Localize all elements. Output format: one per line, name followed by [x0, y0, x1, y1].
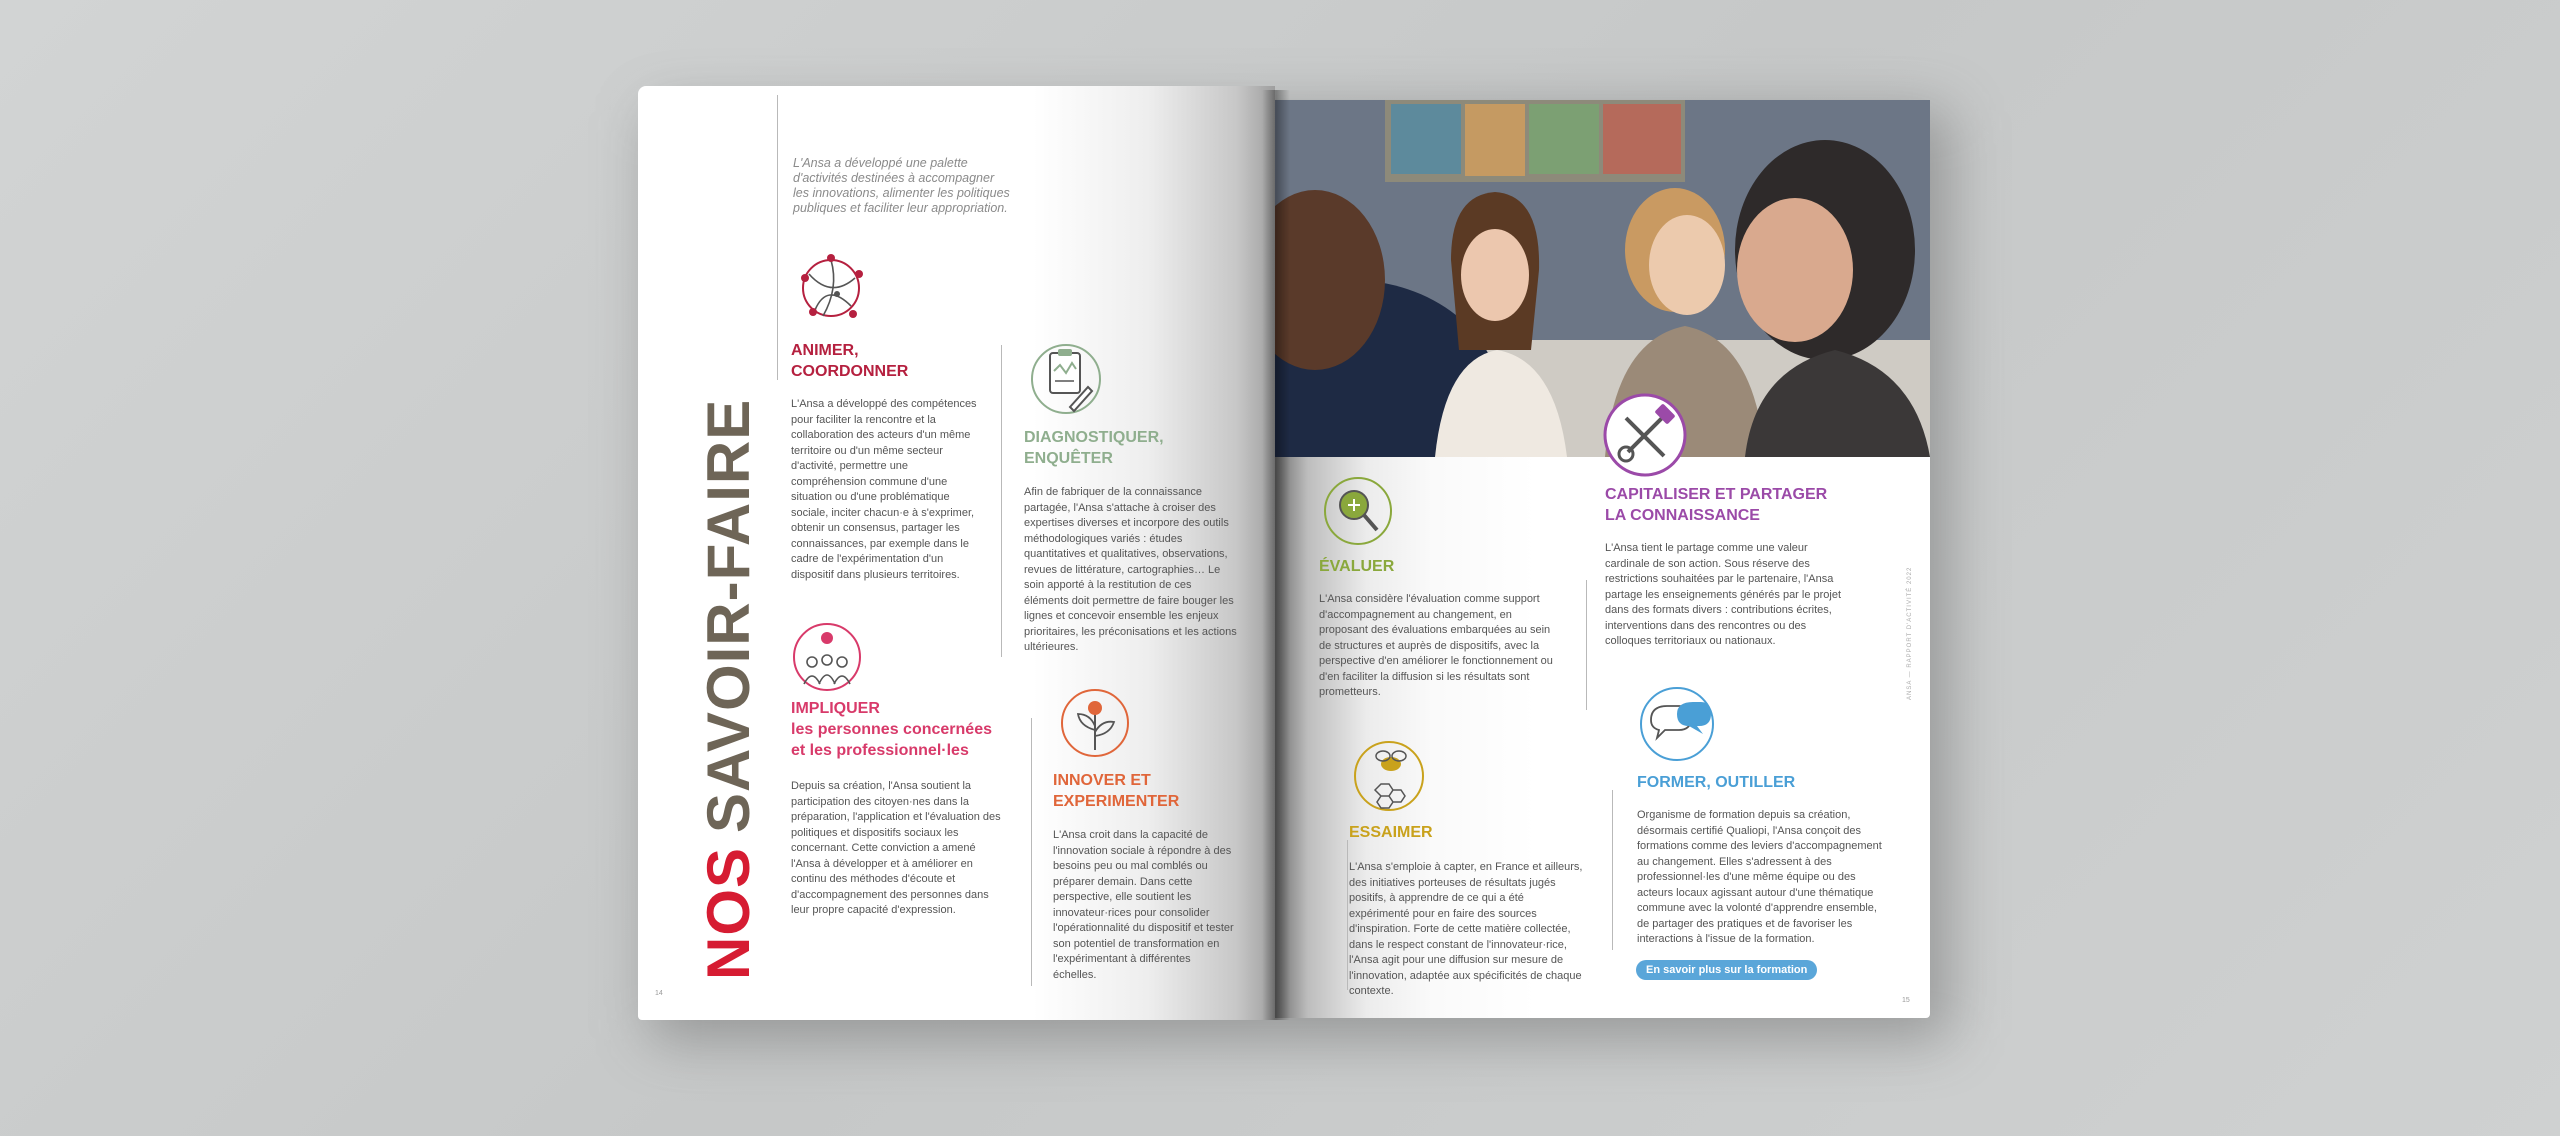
clipboard-icon	[1026, 335, 1106, 421]
animer-body: L'Ansa a développé des compétences pour faciliter la rencontre et la collaboration des acteurs d'un même territoire ou d'un même secteur d'activité, permettre une compréhension commune d'une situation ou d'une problématique sociale, inciter chacun·e à s'exprimer, obtenir un consensus, partager les connaissances, par exemple dans le cadre de l'expérimentation d'un dispositif dans plusieurs territoires.	[791, 398, 977, 581]
capitaliser-heading-line1: CAPITALISER ET PARTAGER	[1605, 486, 1828, 503]
diagnostiquer-heading-line2: ENQUÊTER	[1024, 450, 1113, 467]
title-savoir-faire: SAVOIR-FAIRE	[695, 398, 762, 833]
evaluer-heading: ÉVALUER	[1319, 558, 1395, 575]
innover-heading-line2: EXPERIMENTER	[1053, 793, 1180, 810]
essaimer-body: L'Ansa s'emploie à capter, en France et ailleurs, des initiatives porteuses de résultats jugés positifs, à apprendre de ce qui a été expérimenté pour en faire des sources d'inspiration. Forte de cette matière collectée, dans le respect constant de l'innovateur·rice, l'Ansa agit pour une diffusion sur mesure de l'innovation, adaptée aux spécificités de chaque contexte.	[1349, 861, 1583, 997]
impliquer-body: Depuis sa création, l'Ansa soutient la participation des citoyen·nes dans la préparation, l'application et l'évaluation des politiques et dispositifs sociaux les concernant. Cette conviction a amené l'Ansa à développer et à améliorer en continu des méthodes d'écoute et d'accompagnement des personnes dans leur propre capacité d'expression.	[791, 780, 1001, 916]
evaluer-body: L'Ansa considère l'évaluation comme support d'accompagnement au changement, en proposant des évaluations embarquées au sein de structures et auprès de dispositifs, avec la perspective d'en améliorer le fonctionnement ou d'en faciliter la diffusion si les résultats sont prometteurs.	[1319, 593, 1553, 698]
evaluer-divider	[1586, 580, 1587, 710]
innover-body: L'Ansa croit dans la capacité de l'innovation sociale à répondre à des besoins peu ou mal comblés ou préparer demain. Dans cette perspective, elle soutient les innovateur·rices pour consolider l'opérationnalité du dispositif et tester son potentiel de transformation en l'expérimentant à différentes échelles.	[1053, 829, 1234, 981]
people-flower-icon	[790, 620, 864, 694]
diagnostiquer-heading-line1: DIAGNOSTIQUER,	[1024, 429, 1164, 446]
formation-link-button[interactable]: En savoir plus sur la formation	[1636, 960, 1817, 980]
side-running-text: ANSA — RAPPORT D'ACTIVITÉ 2022	[1907, 566, 1913, 700]
animer-heading-line1: ANIMER,	[791, 342, 859, 359]
impliquer-heading-line1: IMPLIQUER	[791, 700, 880, 717]
capitaliser-heading	[1605, 484, 1827, 526]
innover-heading	[1053, 770, 1179, 812]
essaimer-divider	[1347, 840, 1348, 990]
title-nos: NOS	[695, 846, 762, 980]
impliquer-heading-line2: les personnes concernées	[791, 721, 992, 738]
former-heading: FORMER, OUTILLER	[1637, 774, 1796, 791]
innover-heading-line1: INNOVER ET	[1053, 772, 1151, 789]
animer-heading	[791, 340, 908, 382]
page-title	[694, 399, 763, 980]
capitaliser-body: L'Ansa tient le partage comme une valeur cardinale de son action. Sous réserve des restrictions souhaitées par le partenaire, l'Ansa partage les enseignements générés par le projet dans des formats divers : contributions écrites, interventions dans des rencontres ou des colloques territoriaux ou nationaux.	[1605, 542, 1842, 647]
innover-divider	[1031, 718, 1032, 986]
animer-heading-line2: COORDONNER	[791, 363, 909, 380]
tools-icon	[1602, 392, 1688, 478]
left-page-number: 14	[655, 990, 663, 997]
diagnostiquer-heading	[1024, 427, 1164, 469]
impliquer-heading	[791, 698, 992, 761]
diagnostiquer-divider	[1001, 345, 1002, 657]
former-body: Organisme de formation depuis sa création, désormais certifié Qualiopi, l'Ansa conçoit des formations comme des leviers d'accompagnement au changement. Elles s'adressent à des professionnel·les d'une même équipe ou des acteurs locaux agissant autour d'une thématique commune avec la volonté d'apprendre ensemble, de partager des pratiques et de favoriser les interactions à l'issue de la formation.	[1637, 809, 1882, 945]
magnifier-icon	[1321, 474, 1395, 548]
speech-bubbles-icon	[1637, 684, 1717, 764]
right-page-number: 15	[1902, 997, 1910, 1004]
diagnostiquer-body: Afin de fabriquer de la connaissance partagée, l'Ansa s'attache à croiser des expertises diverses et incorpore des outils méthodologiques variés : études quantitatives et qualitatives, observations, revues de littérature, cartographies… Le soin apporté à la restitution de ces éléments doit permettre de faire bouger les lignes et concevoir ensemble les enjeux prioritaires, les préconisations et les actions ultérieures.	[1024, 486, 1237, 653]
book-spine	[1262, 90, 1290, 1020]
former-divider	[1612, 790, 1613, 950]
impliquer-heading-line3: et les professionnel·les	[791, 742, 969, 759]
network-icon	[793, 244, 871, 330]
divider-line	[777, 95, 778, 380]
capitaliser-heading-line2: LA CONNAISSANCE	[1605, 507, 1760, 524]
plant-icon	[1058, 686, 1132, 760]
intro-text: L'Ansa a développé une palette d'activités destinées à accompagner les innovations, alimenter les politiques publiques et faciliter leur appropriation.	[793, 156, 1010, 215]
essaimer-heading: ESSAIMER	[1349, 824, 1433, 841]
bee-icon	[1351, 738, 1427, 818]
